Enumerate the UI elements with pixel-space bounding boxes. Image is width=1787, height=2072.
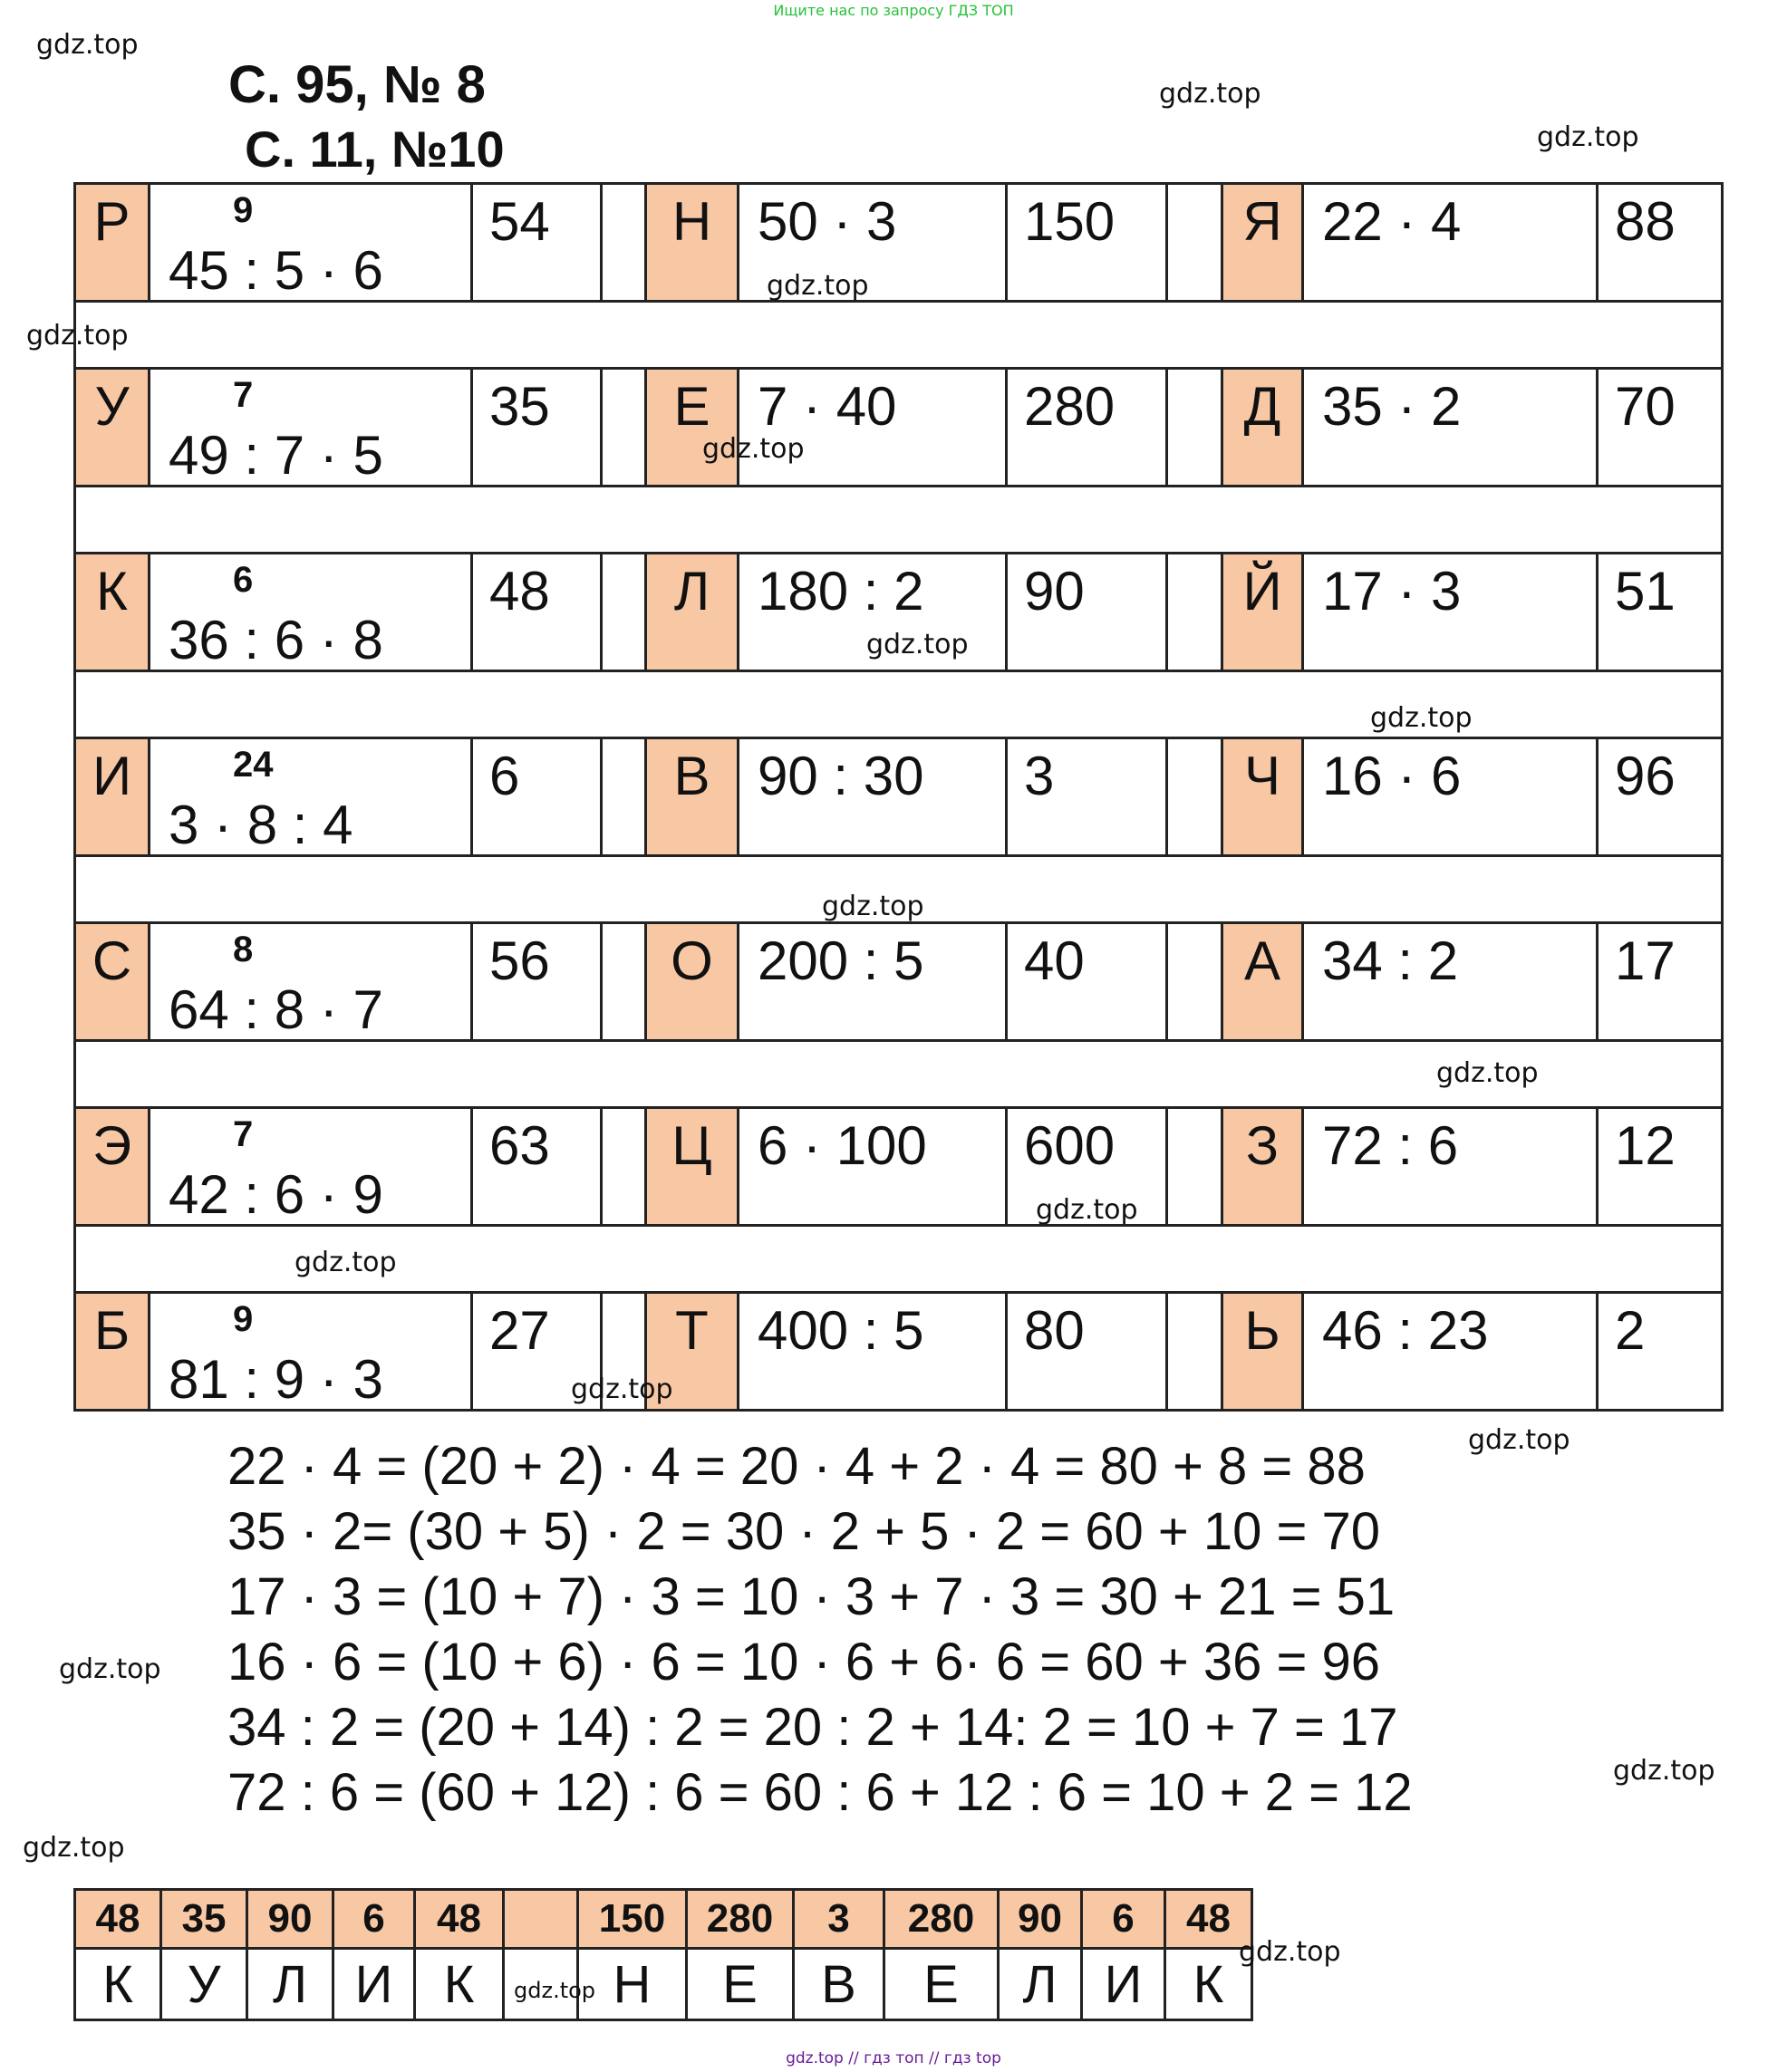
calculation-line: 17 · 3 = (10 + 7) · 3 = 10 · 3 + 7 · 3 = 30 + 21 = 51 — [227, 1567, 1396, 1626]
answer-number: 280 — [687, 1890, 794, 1949]
letter-cell — [1222, 554, 1303, 671]
table-row — [75, 1108, 1723, 1226]
calculation-line: 22 · 4 = (20 + 2) · 4 = 20 · 4 + 2 · 4 = 80 + 8 = 88 — [227, 1437, 1366, 1496]
expression: 180 : 2 — [758, 561, 924, 622]
calculation-line: 34 : 2 = (20 + 14) : 2 = 20 : 2 + 14: 2 = 10 + 7 = 17 — [227, 1698, 1398, 1757]
letter-cell — [75, 1108, 150, 1226]
value: 48 — [489, 561, 550, 622]
expression: 200 : 5 — [758, 930, 924, 991]
expression: 16 · 6 — [1322, 746, 1462, 806]
answer-number: 6 — [1082, 1890, 1165, 1949]
intermediate-result: 7 — [233, 375, 254, 415]
letter-cell — [646, 1108, 739, 1226]
letter: Н — [671, 191, 712, 252]
watermark: gdz.top — [1370, 702, 1473, 734]
table-row — [75, 184, 1723, 302]
value-cell — [1598, 1108, 1723, 1226]
expression: 50 · 3 — [758, 191, 897, 252]
answer-letter: К — [415, 1949, 504, 2020]
expression-cell — [150, 1108, 472, 1226]
letter: Ь — [1244, 1300, 1280, 1361]
empty-cell — [1167, 923, 1222, 1041]
expression: 400 : 5 — [758, 1300, 924, 1361]
separator-cell — [75, 487, 1723, 554]
value: 3 — [1024, 746, 1055, 806]
value-cell — [1007, 554, 1167, 671]
expression: 49 : 7 · 5 — [169, 425, 383, 486]
answer-number: 48 — [1165, 1890, 1252, 1949]
intermediate-result: 24 — [233, 745, 274, 785]
expression-cell — [739, 1108, 1007, 1226]
value-cell — [472, 554, 602, 671]
letter-cell — [1222, 1293, 1303, 1411]
watermark: gdz.top — [767, 270, 869, 302]
value-cell — [1007, 184, 1167, 302]
answer-letter: У — [161, 1949, 247, 2020]
intermediate-result: 7 — [233, 1114, 254, 1154]
expression: 3 · 8 : 4 — [169, 795, 353, 855]
letter-cell — [646, 738, 739, 856]
table-row — [75, 923, 1723, 1041]
value: 6 — [489, 746, 520, 806]
letter: Ч — [1244, 746, 1280, 806]
intermediate-result: 6 — [233, 560, 254, 600]
watermark: gdz.top — [1468, 1424, 1570, 1456]
value-cell — [472, 184, 602, 302]
expression-cell — [1303, 1108, 1598, 1226]
value-cell — [1598, 369, 1723, 487]
watermark: gdz.top — [514, 1978, 596, 2003]
value: 12 — [1615, 1115, 1676, 1176]
empty-cell — [602, 184, 646, 302]
expression-cell — [150, 923, 472, 1041]
expression-cell — [1303, 738, 1598, 856]
watermark: gdz.top — [1613, 1755, 1715, 1787]
word-gap — [504, 1890, 578, 1949]
value: 63 — [489, 1115, 550, 1176]
watermark: gdz.top — [295, 1247, 397, 1278]
value-cell — [1007, 369, 1167, 487]
expression-cell — [739, 738, 1007, 856]
value: 40 — [1024, 930, 1085, 991]
letter: О — [671, 930, 713, 991]
table-row — [75, 369, 1723, 487]
value: 90 — [1024, 561, 1085, 622]
letter: У — [94, 376, 130, 437]
expression-cell — [1303, 923, 1598, 1041]
value: 54 — [489, 191, 550, 252]
letter-cell — [646, 554, 739, 671]
exercise-table — [73, 182, 1724, 1412]
expression-cell — [739, 1293, 1007, 1411]
letter-cell — [75, 1293, 150, 1411]
answer-letter: Н — [578, 1949, 687, 2020]
expression-cell — [150, 184, 472, 302]
value: 96 — [1615, 746, 1676, 806]
expression-cell — [1303, 554, 1598, 671]
value-cell — [1007, 1293, 1167, 1411]
separator-cell — [75, 671, 1723, 738]
answer-number: 3 — [794, 1890, 884, 1949]
expression-cell — [1303, 184, 1598, 302]
watermark: gdz.top — [26, 320, 129, 352]
table-row — [75, 1293, 1723, 1411]
value-cell — [1598, 184, 1723, 302]
watermark: gdz.top — [1036, 1194, 1138, 1226]
intermediate-result: 8 — [233, 930, 254, 969]
expression: 6 · 100 — [758, 1115, 927, 1176]
expression: 45 : 5 · 6 — [169, 240, 383, 301]
answer-number: 150 — [578, 1890, 687, 1949]
value: 17 — [1615, 930, 1676, 991]
answer-letter: Е — [687, 1949, 794, 2020]
value: 51 — [1615, 561, 1676, 622]
bottom-banner: gdz.top // гдз топ // гдз top — [786, 2049, 1001, 2067]
empty-cell — [602, 923, 646, 1041]
expression: 22 · 4 — [1322, 191, 1462, 252]
letter: В — [673, 746, 710, 806]
letter-cell — [75, 738, 150, 856]
value: 27 — [489, 1300, 550, 1361]
separator-row — [75, 302, 1723, 369]
letter-cell — [1222, 923, 1303, 1041]
watermark: gdz.top — [571, 1373, 673, 1405]
letter-cell — [646, 369, 739, 487]
answer-number: 35 — [161, 1890, 247, 1949]
answer-letter: Л — [247, 1949, 333, 2020]
watermark: gdz.top — [702, 433, 805, 465]
value-cell — [1598, 923, 1723, 1041]
expression-cell — [739, 923, 1007, 1041]
value-cell — [472, 1108, 602, 1226]
expression: 81 : 9 · 3 — [169, 1349, 383, 1410]
empty-cell — [1167, 184, 1222, 302]
expression: 35 · 2 — [1322, 376, 1462, 437]
answer-number: 280 — [884, 1890, 999, 1949]
letter: Е — [673, 376, 710, 437]
calculation-line: 16 · 6 = (10 + 6) · 6 = 10 · 6 + 6· 6 = 60 + 36 = 96 — [227, 1633, 1381, 1691]
expression-cell — [150, 1293, 472, 1411]
value: 80 — [1024, 1300, 1085, 1361]
letter-cell — [75, 369, 150, 487]
answer-letter: В — [794, 1949, 884, 2020]
answer-number: 90 — [247, 1890, 333, 1949]
expression: 90 : 30 — [758, 746, 924, 806]
calculation-line: 72 : 6 = (60 + 12) : 6 = 60 : 6 + 12 : 6 = 10 + 2 = 12 — [227, 1763, 1413, 1822]
letter: А — [1243, 930, 1281, 991]
letter: Б — [93, 1300, 130, 1361]
value: 88 — [1615, 191, 1676, 252]
value-cell — [472, 369, 602, 487]
letter-cell — [1222, 1108, 1303, 1226]
intermediate-result: 9 — [233, 1299, 254, 1339]
empty-cell — [602, 1108, 646, 1226]
watermark: gdz.top — [23, 1832, 125, 1864]
answer-number: 48 — [415, 1890, 504, 1949]
watermark: gdz.top — [59, 1653, 161, 1685]
letter: Л — [673, 561, 710, 622]
letter: И — [92, 746, 132, 806]
answer-letter: Л — [999, 1949, 1082, 2020]
page-subtitle: С. 11, №10 — [245, 120, 505, 178]
empty-cell — [1167, 369, 1222, 487]
expression-cell — [150, 554, 472, 671]
answer-number: 48 — [75, 1890, 161, 1949]
value-cell — [1598, 554, 1723, 671]
letter-cell — [75, 923, 150, 1041]
page-title: С. 95, № 8 — [228, 55, 486, 114]
letter-cell — [1222, 184, 1303, 302]
letter-cell — [646, 184, 739, 302]
value-cell — [1598, 1293, 1723, 1411]
expression: 34 : 2 — [1322, 930, 1459, 991]
answer-letter: К — [1165, 1949, 1252, 2020]
letter: С — [92, 930, 132, 991]
answer-number: 6 — [333, 1890, 415, 1949]
value: 2 — [1615, 1300, 1646, 1361]
table-row — [75, 738, 1723, 856]
expression: 36 : 6 · 8 — [169, 610, 383, 670]
value: 280 — [1024, 376, 1116, 437]
empty-cell — [1167, 1293, 1222, 1411]
value-cell — [1598, 738, 1723, 856]
empty-cell — [1167, 738, 1222, 856]
value: 150 — [1024, 191, 1116, 252]
letter: Д — [1243, 376, 1281, 437]
watermark: gdz.top — [1436, 1057, 1539, 1089]
value: 70 — [1615, 376, 1676, 437]
separator-row — [75, 487, 1723, 554]
expression: 7 · 40 — [758, 376, 897, 437]
letter: Р — [93, 191, 130, 252]
answer-number: 90 — [999, 1890, 1082, 1949]
watermark: gdz.top — [1537, 121, 1639, 153]
watermark: gdz.top — [866, 629, 969, 660]
expression-cell — [739, 369, 1007, 487]
top-banner: Ищите нас по запросу ГДЗ ТОП — [773, 2, 1014, 19]
empty-cell — [1167, 1108, 1222, 1226]
intermediate-result: 9 — [233, 190, 254, 230]
answer-letter: И — [1082, 1949, 1165, 2020]
calculation-line: 35 · 2= (30 + 5) · 2 = 30 · 2 + 5 · 2 = 60 + 10 = 70 — [227, 1502, 1381, 1561]
expression: 42 : 6 · 9 — [169, 1164, 383, 1225]
letter: Т — [675, 1300, 709, 1361]
value-cell — [1007, 923, 1167, 1041]
answer-letter: И — [333, 1949, 415, 2020]
letter: Й — [1242, 561, 1282, 622]
watermark: gdz.top — [822, 891, 924, 922]
expression: 17 · 3 — [1322, 561, 1462, 622]
value: 35 — [489, 376, 550, 437]
expression-cell — [150, 738, 472, 856]
value-cell — [472, 923, 602, 1041]
separator-row — [75, 671, 1723, 738]
letter-cell — [1222, 738, 1303, 856]
answer-table — [73, 1888, 1253, 2021]
expression-cell — [1303, 369, 1598, 487]
watermark: gdz.top — [36, 29, 139, 61]
empty-cell — [602, 738, 646, 856]
watermark: gdz.top — [1159, 78, 1261, 110]
watermark: gdz.top — [1239, 1936, 1341, 1968]
letter: Ц — [671, 1115, 712, 1176]
value: 56 — [489, 930, 550, 991]
empty-cell — [1167, 554, 1222, 671]
letter: Э — [92, 1115, 132, 1176]
value: 600 — [1024, 1115, 1116, 1176]
letter: Я — [1242, 191, 1282, 252]
letter-cell — [75, 554, 150, 671]
expression-cell — [150, 369, 472, 487]
answer-letter: Е — [884, 1949, 999, 2020]
letter: К — [96, 561, 128, 622]
letter: З — [1245, 1115, 1280, 1176]
empty-cell — [602, 369, 646, 487]
answer-letter: К — [75, 1949, 161, 2020]
expression: 46 : 23 — [1322, 1300, 1489, 1361]
letter-cell — [646, 923, 739, 1041]
expression: 72 : 6 — [1322, 1115, 1459, 1176]
empty-cell — [602, 554, 646, 671]
letter-cell — [1222, 369, 1303, 487]
separator-cell — [75, 302, 1723, 369]
value-cell — [1007, 738, 1167, 856]
value-cell — [472, 738, 602, 856]
expression-cell — [1303, 1293, 1598, 1411]
expression: 64 : 8 · 7 — [169, 979, 383, 1040]
letter-cell — [75, 184, 150, 302]
